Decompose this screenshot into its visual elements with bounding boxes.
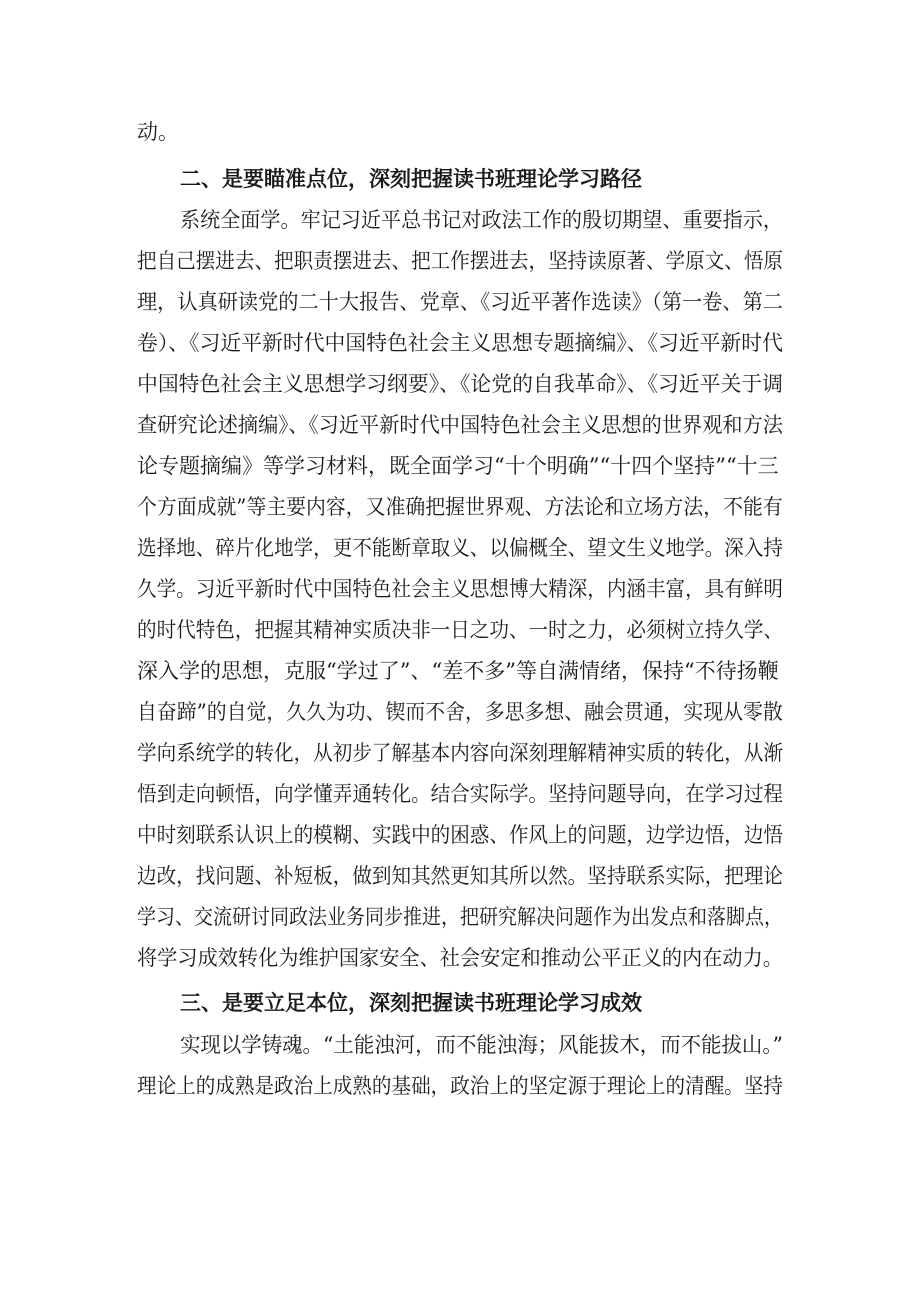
text-line: 动。	[137, 120, 179, 144]
text-line: 悟到走向顿悟，向学懂弄通转化。结合实际学。坚持问题导向，在学习过程	[137, 782, 784, 806]
text-line: 自奋蹄”的自觉，久久为功、锲而不舍，多思多想、融会贯通，实现从零散	[137, 700, 783, 724]
text-line: 的时代特色，把握其精神实质决非一日之功、一时之力，必须树立持久学、	[137, 618, 784, 642]
text-line: 系统全面学。牢记习近平总书记对政法工作的殷切期望、重要指示，	[180, 208, 783, 232]
text-line: 深入学的思想，克服“学过了”、“差不多”等自满情绪，保持“不待扬鞭	[137, 659, 779, 683]
section-heading-2: 二、是要瞄准点位，深刻把握读书班理论学习路径	[180, 167, 642, 191]
text-line: 查研究论述摘编》、《习近平新时代中国特色社会主义思想的世界观和方法	[137, 413, 783, 437]
text-line: 论专题摘编》等学习材料，既全面学习“十个明确”“十四个坚持”“十三	[137, 454, 779, 478]
text-line: 久学。习近平新时代中国特色社会主义思想博大精深，内涵丰富，具有鲜明	[137, 577, 784, 601]
text-line: 实现以学铸魂。“土能浊河，而不能浊海；风能拔木，而不能拔山。”	[180, 1033, 783, 1057]
text-line: 把自己摆进去、把职责摆进去、把工作摆进去，坚持读原著、学原文、悟原	[137, 249, 784, 273]
text-line: 中时刻联系认识上的模糊、实践中的困惑、作风上的问题，边学边悟，边悟	[137, 823, 784, 847]
text-line: 卷）、《习近平新时代中国特色社会主义思想专题摘编》、《习近平新时代	[137, 331, 783, 355]
section-heading-3: 三、是要立足本位，深刻把握读书班理论学习成效	[180, 991, 642, 1015]
text-line: 将学习成效转化为维护国家安全、社会安定和推动公平正义的内在动力。	[137, 946, 783, 970]
text-line: 选择地、碎片化地学，更不能断章取义、以偏概全、望文生义地学。深入持	[137, 536, 784, 560]
text-line: 中国特色社会主义思想学习纲要》、《论党的自我革命》、《习近平关于调	[137, 372, 783, 396]
text-line: 边改，找问题、补短板，做到知其然更知其所以然。坚持联系实际，把理论	[137, 864, 784, 888]
text-line: 学向系统学的转化，从初步了解基本内容向深刻理解精神实质的转化，从渐	[137, 741, 784, 765]
text-line: 学习、交流研讨同政法业务同步推进，把研究解决问题作为出发点和落脚点，	[137, 905, 784, 929]
text-line: 理论上的成熟是政治上成熟的基础，政治上的坚定源于理论上的清醒。坚持	[137, 1074, 784, 1098]
text-line: 理，认真研读党的二十大报告、党章、《习近平著作选读》（第一卷、第二	[137, 290, 783, 314]
text-line: 个方面成就”等主要内容，又准确把握世界观、方法论和立场方法，不能有	[137, 495, 783, 519]
